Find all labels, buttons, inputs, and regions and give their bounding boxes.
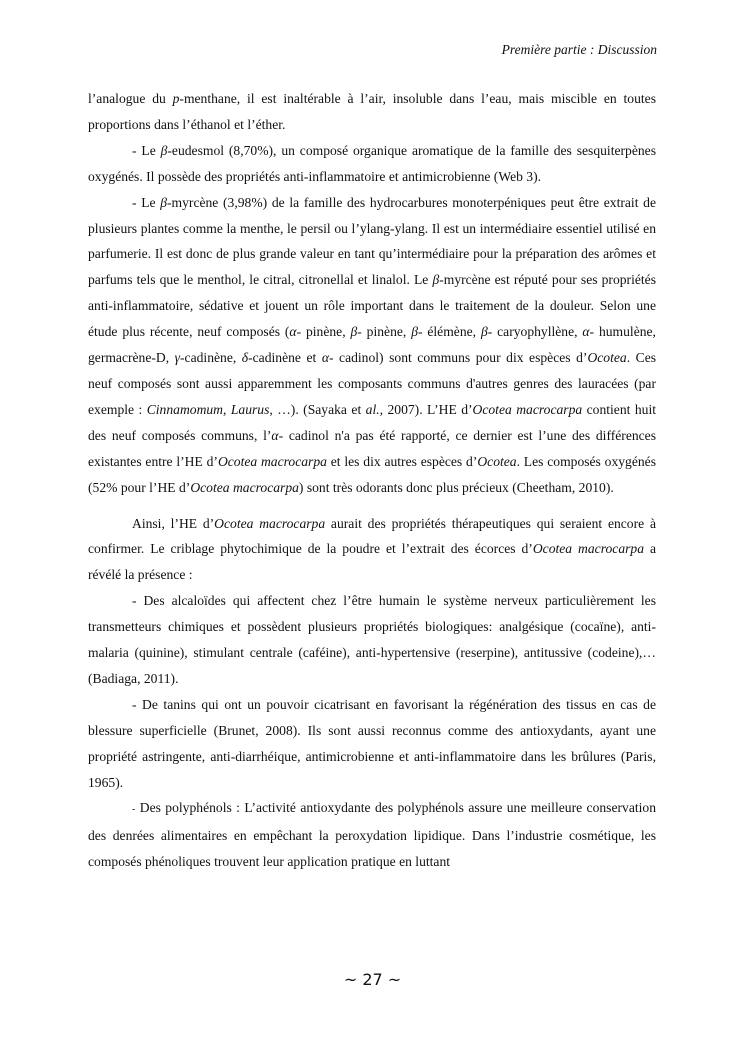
page-number: ~ 27 ~ xyxy=(343,970,402,989)
paragraph-1: l’analogue du p-menthane, il est inaltérable à l’air, insoluble dans l’eau, mais miscible en toutes proportions dans l’éthanol et l’éther. xyxy=(88,91,657,132)
running-header: Première partie : Discussion xyxy=(501,42,657,57)
paragraph-myrcene: - Le β-myrcène (3,98%) de la famille des hydrocarbures monoterpéniques peut être extrait de plusieurs plantes comme la menthe, le persil ou l’ylang-ylang. Il est un intermédiaire essentiel utilisé en parfumerie. Il est donc de plus grande valeur en tant qu’intermédiaire pour la préparation des arômes et parfums tels que le menthol, le citral, citronellal et linalol. Le β-myrcène est réputé pour ses propriétés anti-inflammatoire, sédative et jouent un rôle important dans le traitement de la douleur. Selon une étude plus récente, neuf composés (α- pinène, β- pinène, β- élémène, β- caryophyllène, α- humulène, germacrène-D, γ-cadinène, δ-cadinène et α- cadinol) sont communs pour dix espèces d’Ocotea. Ces neuf composés sont aussi apparemment les composants communs d'autres genres des lauracées (par exemple : Cinnamomum, Laurus, …). (Sayaka et al., 2007). L’HE d’Ocotea macrocarpa contient huit des neuf composés communs, l’α- cadinol n'a pas été rapporté, ce dernier est l’une des différences existantes entre l’HE d’Ocotea macrocarpa et les dix autres espèces d’Ocotea. Les composés oxygénés (52% pour l’HE d’Ocotea macrocarpa) sont très odorants donc plus précieux (Cheetham, 2010). xyxy=(88,194,657,495)
paragraph-polyphenols: - Des polyphénols : L’activité antioxydante des polyphénols assure une meilleure conservation des denrées alimentaires en empêchant la peroxydation lipidique. Dans l’industrie cosmétique, les composés phénoliques trouvent leur application pratique en luttant xyxy=(88,800,656,870)
paragraph-tanins: - De tanins qui ont un pouvoir cicatrisant en favorisant la régénération des tissus en cas de blessure superficielle (Brunet, 2008). Ils sont aussi reconnus comme des antioxydants, ayant une propriété astringente, anti-diarrhéique, antimicrobienne et anti-inflammatoire dans les brûlures (Paris, 1965). xyxy=(88,696,656,790)
paragraph-therapeutic: Ainsi, l’HE d’Ocotea macrocarpa aurait des propriétés thérapeutiques qui seraient encore à confirmer. Le criblage phytochimique de la poudre et l’extrait des écorces d’Ocotea macrocarpa a révélé la présence : xyxy=(88,515,656,583)
paragraph-eudesmol: - Le β-eudesmol (8,70%), un composé organique aromatique de la famille des sesquiterpènes oxygénés. Il possède des propriétés anti-inflammatoire et antimicrobienne (Web 3). xyxy=(88,142,656,184)
paragraph-alcaloides: - Des alcaloïdes qui affectent chez l’être humain le système nerveux particulièrement les transmetteurs chimiques et possèdent plusieurs propriétés biologiques: analgésique (cocaïne), anti-malaria (quinine), stimulant centrale (caféine), anti-hypertensive (reserpine), antitussive (codeine),… (Badiaga, 2011). xyxy=(88,593,656,686)
body-text xyxy=(88,86,656,875)
